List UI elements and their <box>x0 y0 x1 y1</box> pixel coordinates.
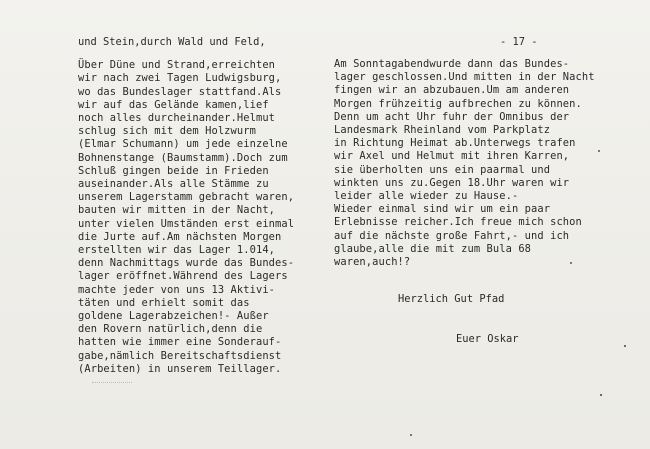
text-line: täten und erhielt somit das <box>78 296 250 309</box>
text-line: (Arbeiten) in unserem Teillager. <box>78 362 282 375</box>
text-line: lager geschlossen.Und mitten in der Nacht <box>334 71 595 84</box>
page-number: - 17 - <box>500 36 538 48</box>
signature: Euer Oskar <box>456 333 519 345</box>
text-line: Schluß gingen beide in Frieden <box>78 164 269 177</box>
dust-speck <box>600 394 602 396</box>
text-line: auseinander.Als alle Stämme zu <box>78 178 269 191</box>
text-line: glaube,alle die mit zum Bula 68 <box>334 242 532 255</box>
text-line: winkten uns zu.Gegen 18.Uhr waren wir <box>334 176 570 189</box>
text-line: wir nach zwei Tagen Ludwigsburg, <box>78 72 282 85</box>
right-column <box>334 58 634 269</box>
text-line: in Richtung Heimat ab.Unterwegs trafen <box>334 137 576 150</box>
text-line: (Elmar Schumann) um jede einzelne <box>78 138 288 151</box>
text-line: Wieder einmal sind wir um ein paar <box>334 203 551 216</box>
text-line: unserem Lagerstamm gebracht waren, <box>78 191 295 204</box>
text-line: Über Düne und Strand,erreichten <box>78 59 276 72</box>
text-line: noch alles durcheinander.Helmut <box>78 112 276 125</box>
text-line: goldene Lagerabzeichen!- Außer <box>78 310 269 323</box>
text-line: hatten wie immer eine Sonderauf- <box>78 336 282 349</box>
text-line: wir auf das Gelände kamen,lief <box>78 98 269 111</box>
text-line: Morgen frühzeitig aufbrechen zu können. <box>334 97 582 110</box>
text-line: sie überholten uns ein paarmal und <box>334 163 551 176</box>
text-line: leider alle wieder zu Hause.- <box>334 190 519 203</box>
text-line: machte jeder von uns 13 Aktivi- <box>78 283 276 296</box>
dust-speck <box>598 150 600 152</box>
text-line: erstellten wir das Lager 1.014, <box>78 244 276 257</box>
text-line: Landesmark Rheinland vom Parkplatz <box>334 124 551 137</box>
dust-speck <box>624 345 626 347</box>
text-line: fingen wir an abzubauen.Um am anderen <box>334 84 570 97</box>
left-column <box>78 36 328 376</box>
left-heading-line: und Stein,durch Wald und Feld, <box>78 36 266 48</box>
text-line: Erlebnisse reicher.Ich freue mich schon <box>334 216 582 229</box>
text-line: auf die nächste große Fahrt,- und ich <box>334 229 570 242</box>
text-line: bauten wir mitten in der Nacht, <box>78 204 276 217</box>
closing-greeting: Herzlich Gut Pfad <box>398 293 505 305</box>
dust-speck <box>410 434 412 436</box>
text-line: wo das Bundeslager stattfand.Als <box>78 85 282 98</box>
text-line: lager eröffnet.Während des Lagers <box>78 270 288 283</box>
left-column-body <box>78 59 328 376</box>
text-line: schlug sich mit dem Holzwurm <box>78 125 256 138</box>
dust-speck <box>570 262 572 264</box>
text-line: denn Nachmittags wurde das Bundes- <box>78 257 295 270</box>
text-line: wir Axel und Helmut mit ihren Karren, <box>334 150 570 163</box>
text-line: Bohnenstange (Baumstamm).Doch zum <box>78 151 288 164</box>
text-line: gabe,nämlich Bereitschaftsdienst <box>78 349 282 362</box>
text-line: den Rovern natürlich,denn die <box>78 323 263 336</box>
text-line: waren,auch!? <box>334 256 411 269</box>
text-line: die Jurte auf.Am nächsten Morgen <box>78 230 282 243</box>
text-line: Denn um acht Uhr fuhr der Omnibus der <box>334 110 570 123</box>
right-column-body <box>334 58 634 269</box>
ink-smudge <box>92 382 132 386</box>
text-line: unter vielen Umständen erst einmal <box>78 217 295 230</box>
text-line: Am Sonntagabendwurde dann das Bundes- <box>334 58 570 70</box>
